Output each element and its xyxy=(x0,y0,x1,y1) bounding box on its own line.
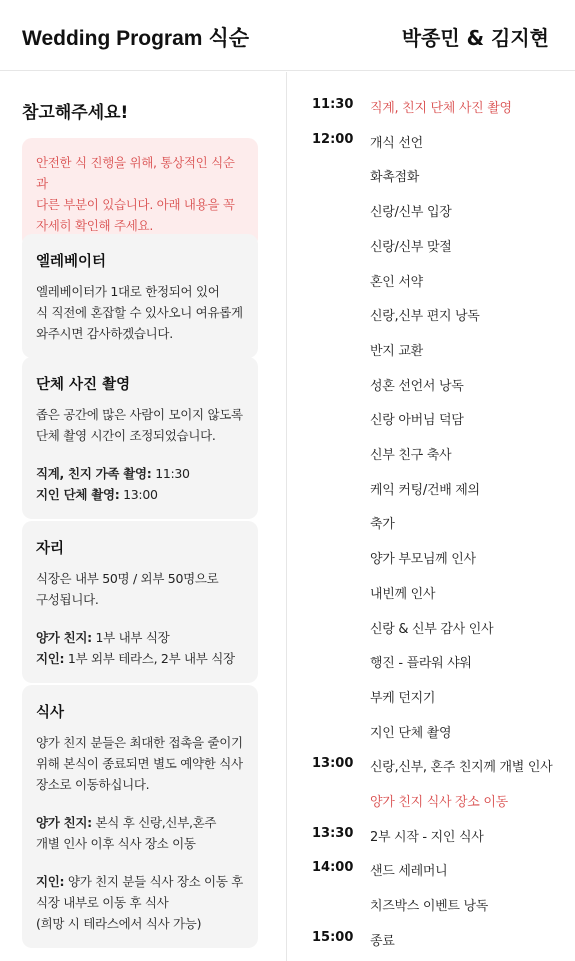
schedule-event: 양가 부모님께 인사 xyxy=(370,552,476,568)
card-detail: 양가 친지: 본식 후 신랑,신부,혼주 xyxy=(36,815,217,830)
card-line: 구성됩니다. xyxy=(36,592,99,607)
schedule-event: 내빈께 인사 xyxy=(370,586,436,602)
schedule-row xyxy=(312,479,562,501)
schedule-row xyxy=(312,236,562,258)
schedule-row xyxy=(312,97,562,119)
schedule-event: 신랑 아버님 덕담 xyxy=(370,413,464,429)
schedule-row xyxy=(312,375,562,397)
schedule-time: 13:30 xyxy=(312,825,354,841)
schedule-row xyxy=(312,618,562,640)
card-title: 식사 xyxy=(36,705,65,721)
card-detail: 직계, 친지 가족 촬영: 11:30 xyxy=(36,466,190,481)
card-line: 단체 촬영 시간이 조정되었습니다. xyxy=(36,428,216,443)
schedule-time: 13:00 xyxy=(312,756,354,772)
card-line: 개별 인사 이후 식사 장소 이동 xyxy=(36,836,196,851)
warning-card xyxy=(22,138,258,248)
card-line: 식 직전에 혼잡할 수 있사오니 여유롭게 xyxy=(36,305,243,320)
title-text: Wedding Program xyxy=(22,27,203,50)
card-title: 자리 xyxy=(36,541,65,557)
schedule-event: 샌드 세레머니 xyxy=(370,864,448,880)
schedule-event: 성혼 선언서 낭독 xyxy=(370,378,464,394)
schedule-event: 부케 던지기 xyxy=(370,690,436,706)
card-line: 와주시면 감사하겠습니다. xyxy=(36,326,173,341)
card-detail: 지인: 양가 친지 분들 식사 장소 이동 후 xyxy=(36,874,244,889)
warning-line: 자세히 확인해 주세요. xyxy=(36,218,153,233)
schedule-row xyxy=(312,271,562,293)
schedule-row xyxy=(312,826,562,848)
schedule-row xyxy=(312,756,562,778)
schedule-event: 양가 친지 식사 장소 이동 xyxy=(370,795,508,810)
card-line: 좁은 공간에 많은 사람이 모이지 않도록 xyxy=(36,407,243,422)
schedule-event: 케익 커팅/건배 제의 xyxy=(370,482,480,498)
card-line: 위해 본식이 종료되면 별도 예약한 식사 xyxy=(36,756,243,771)
photo-card xyxy=(22,357,258,519)
schedule-event: 신부 친구 축사 xyxy=(370,448,452,463)
schedule-row xyxy=(312,340,562,362)
schedule-time: 15:00 xyxy=(312,929,354,945)
schedule-row xyxy=(312,305,562,327)
schedule-row xyxy=(312,132,562,154)
card-line: 식장은 내부 50명 / 외부 50명으로 xyxy=(36,571,219,586)
schedule-event: 2부 시작 - 지인 식사 xyxy=(370,829,484,845)
schedule-row xyxy=(312,687,562,709)
schedule-row xyxy=(312,548,562,570)
warning-line: 안전한 식 진행을 위해, 통상적인 식순과 xyxy=(36,155,235,191)
card-line: 양가 친지 분들은 최대한 접촉을 줄이기 xyxy=(36,735,243,750)
schedule-row xyxy=(312,860,562,882)
schedule-row xyxy=(312,513,562,535)
schedule-event: 신랑 & 신부 감사 인사 xyxy=(370,621,494,637)
card-detail: 양가 친지: 1부 내부 식장 xyxy=(36,630,170,645)
schedule-row xyxy=(312,652,562,674)
schedule-row xyxy=(312,722,562,744)
elevator-card xyxy=(22,234,258,358)
schedule-row xyxy=(312,409,562,431)
seat-card xyxy=(22,521,258,683)
card-title: 엘레베이터 xyxy=(36,254,107,270)
schedule-row xyxy=(312,201,562,223)
warning-line: 다른 부분이 있습니다. 아래 내용을 꼭 xyxy=(36,197,235,212)
meal-card xyxy=(22,685,258,948)
couple-names: 박종민 & 김지현 xyxy=(401,26,549,50)
schedule-event: 신랑,신부, 혼주 친지께 개별 인사 xyxy=(370,760,553,776)
schedule-event: 신랑/신부 맞절 xyxy=(370,239,452,255)
schedule-event: 반지 교환 xyxy=(370,343,423,359)
page-title xyxy=(22,22,249,52)
card-title: 단체 사진 촬영 xyxy=(36,377,131,393)
schedule-event: 행진 - 플라워 샤워 xyxy=(370,656,472,672)
schedule-event: 신랑/신부 입장 xyxy=(370,205,452,221)
notice-title: 참고해주세요! xyxy=(22,103,129,123)
schedule-event: 신랑,신부 편지 낭독 xyxy=(370,309,480,325)
title-subtitle: 식순 xyxy=(208,26,250,50)
card-detail: 지인: 1부 외부 테라스, 2부 내부 식장 xyxy=(36,651,235,666)
schedule-event: 종료 xyxy=(370,933,395,949)
schedule-time: 12:00 xyxy=(312,131,354,147)
schedule-row xyxy=(312,444,562,466)
schedule-time: 11:30 xyxy=(312,97,354,112)
schedule-event: 직계, 친지 단체 사진 촬영 xyxy=(370,101,512,116)
schedule-row xyxy=(312,791,562,813)
schedule-row xyxy=(312,166,562,188)
schedule-row xyxy=(312,895,562,917)
header xyxy=(0,0,575,71)
schedule-event: 개식 선언 xyxy=(370,135,423,151)
schedule-row xyxy=(312,583,562,605)
schedule-event: 혼인 서약 xyxy=(370,274,423,290)
card-detail: 지인 단체 촬영: 13:00 xyxy=(36,487,158,502)
card-line: 식장 내부로 이동 후 식사 xyxy=(36,895,169,910)
schedule-event: 치즈박스 이벤트 낭독 xyxy=(370,899,488,915)
schedule-row xyxy=(312,930,562,952)
schedule-event: 축가 xyxy=(370,517,395,533)
card-line: 엘레베이터가 1대로 한정되어 있어 xyxy=(36,284,220,299)
card-line: 장소로 이동하십니다. xyxy=(36,777,150,792)
schedule-event: 지인 단체 촬영 xyxy=(370,725,452,741)
column-divider xyxy=(286,72,287,961)
schedule-event: 화촉점화 xyxy=(370,170,420,186)
schedule-time: 14:00 xyxy=(312,860,354,876)
card-line: (희망 시 테라스에서 식사 가능) xyxy=(36,916,202,931)
